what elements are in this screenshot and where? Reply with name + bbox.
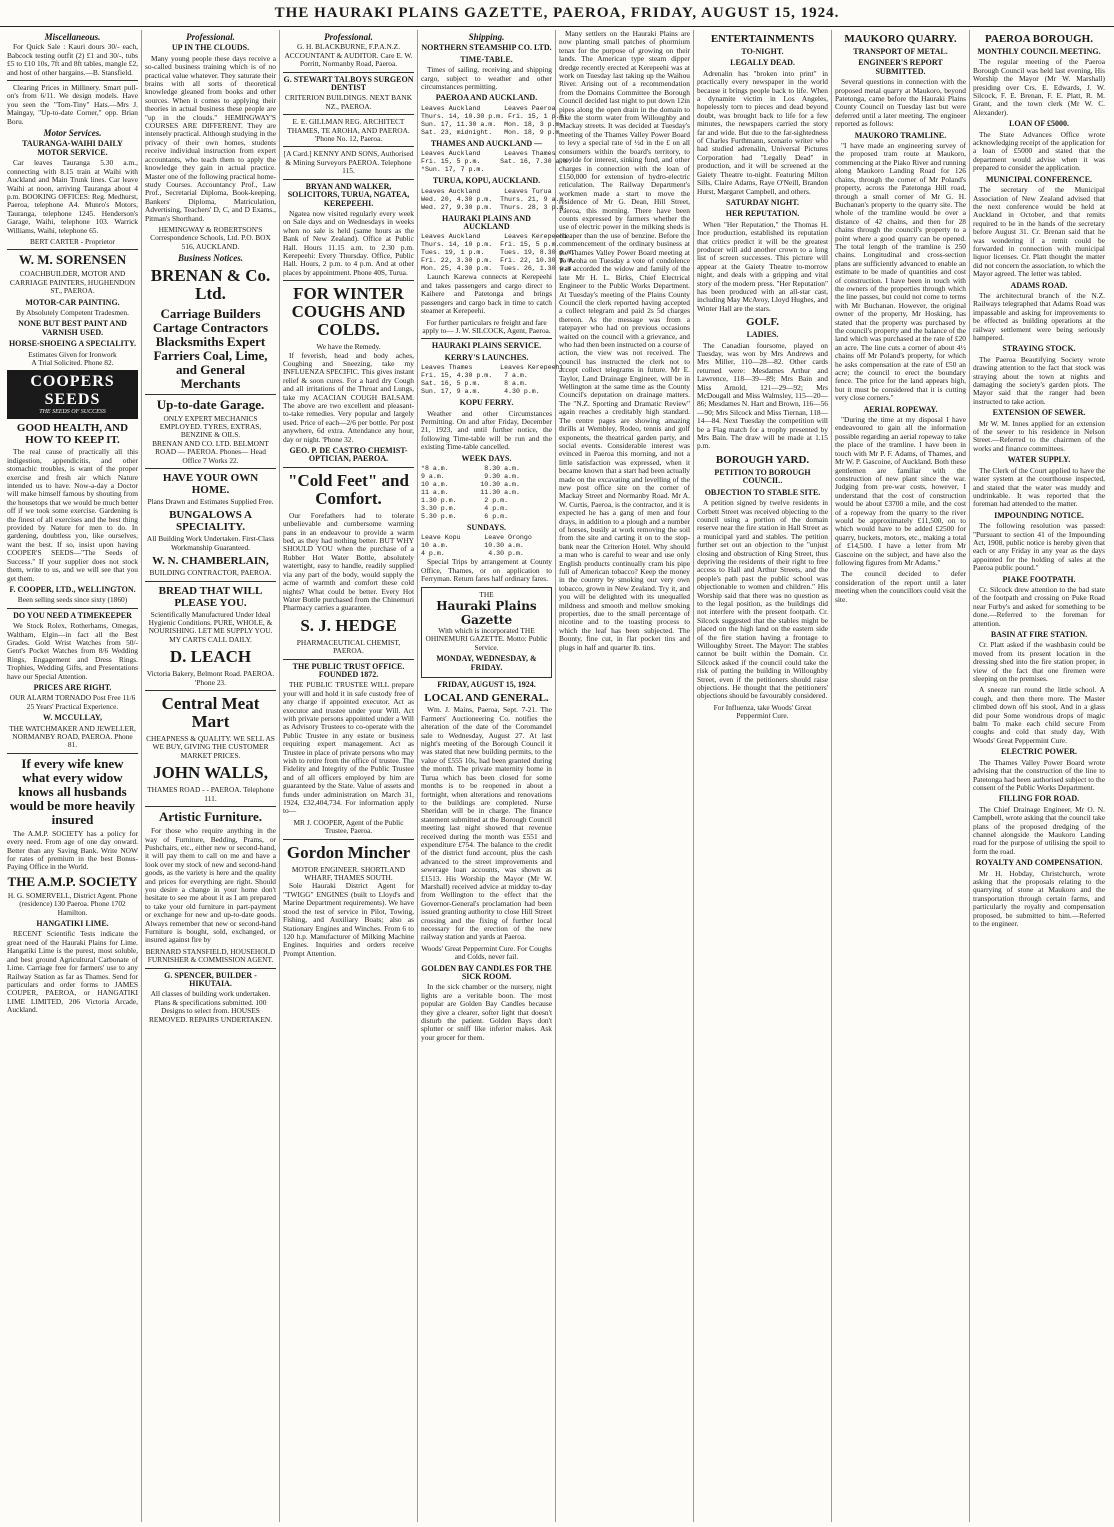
loan-body: The State Advances Office wrote acknowledging receipt of the application for a loan of £5000 and stated that the department would advise when it was prepared to consider the application. [973,129,1105,173]
ad-heading: PRICES ARE RIGHT. [33,682,112,692]
ad-line: All Building Work Undertaken. First-Class Workmanship Guaranteed. [146,534,275,552]
route-heading: THAMES AND AUCKLAND — [430,138,543,148]
ad-heading: TAURANGA-WAIHI DAILY MOTOR SERVICE. [22,139,123,157]
ad-line: Victoria Bakery, Belmont Road. PAEROA. 'Phone 23. [146,669,275,687]
ad-heading: MUNICIPAL CONFERENCE. [985,174,1093,184]
gazette-date: FRIDAY, AUGUST 15, 1924. [437,680,536,690]
divider [283,467,414,468]
ad-heading: LADIES. [746,330,779,340]
section-heading: ENTERTAINMENTS [710,33,815,45]
divider [283,280,414,281]
ad-heading: TO-NIGHT. [741,47,784,56]
aerial-body: "During the time at my disposal I have endeavoured to gain all the information possible regarding an aerial ropeway to take the place of the tramline. I have been in touch with Mr P. F. Adams, of Thames, and Mr W. P. Gascoine, of Auckland. Both these gentlemen are familiar with the construction of new plant since the war. Judging from pre-war costs, however, I understand that the cost of construction would be about £3700 a mile, and the cost of a ropeway from the quarry to the river would be approximately £11,500, on to which would have to be added £2500 for quarry, buckets, motors, etc., making a total of £14,500. I have a letter from Mr Gascoine on the subject, and have also the following figures from Mr Adams." [835,415,966,567]
health-body: The real cause of practically all this indigestion, appendicitis, and other stomachic troubles, is want of the proper exercise and fresh air which Nature intended us to have. Now-a-day a Doctor will make himself famous by shouting from the housetops that we would be much better off if we took some exercise. Gardening is the finest of all exercises and the best thing provided by Nature for men to do. In gardening, doubtless you, like ourselves, want the best. If so, insist upon having COOPER'S SEEDS—"The Seeds of Success." If your supplier does not stock them, write to us, and we will see that you get them. [7,447,138,583]
ad-line: THE WATCHMAKER AND JEWELLER, NORMANBY ROAD, PAEROA. Phone 81. [9,723,136,750]
column-4 [418,30,576,1522]
walls-heading: JOHN WALLS, [153,763,268,783]
section-heading: GOLF. [746,316,779,329]
ad-heading: HER REPUTATION. [725,209,800,219]
artistic-heading: Artistic Furniture. [158,809,263,825]
ad-heading: NONE BUT BEST PAINT AND VARNISH USED. [18,319,127,337]
local-body: Wm. J. Mains, Paeroa, Sept. 7-21. The Farmers' Auctioneering Co. notifies the alteration of the date of the Coromandel sale to Wednesday, August 27. At last night's meeting of the Borough Council it was stated that new building permits, to the value of £555 10s, had been granted during the month. The private maternity home in Turua which has been closed for some months is to be reopened in about a fortnight, when alterations and renovations to the buildings are completed. Nurse Sheridan will be in charge. The finance statement submitted at the Borough Council meeting last night showed that revenue received during the month was £551 and expenditure £754. The balance to the credit of the district fund account, plus the cash advanced to the street improvements and sewerage loan accounts, was shown as £1513. His Worship the Mayor (Mr W. Marshall) received advice at midday to-day from Wellington to the effect that the Governor-General's proclamation had been issued granting authority to close Hill Street crossing and the fixing of further local necessary for the erection of the new railway station and yards at Paeroa. [421,705,552,942]
clouds-body: Many young people these days receive a so-called business training which is of no practical value whatever. They saturate their brains with all sorts of theoretical knowledge gleaned from books and other sources. When it comes to applying their theories in actual business these people are "up in the clouds." HEMINGWAY'S COURSES ARE DIFFERENT. They are intensely practical. Although studying in the privacy of their own homes, students receive individual instruction from expert accountants, who teach them to apply the knowledge they gain in actual practice. Master one of the following practical home-study Courses. Accountancy Prof., Law Prof., Secretarial Diploma, Book-keeping, Bankers' Diploma, Matriculation, Advertising, Teachers' D, C, and D Exams., Pitman's Shorthand. [145,53,276,223]
sorensen-heading: W. M. SORENSEN [18,252,127,268]
gazette-title: Hauraki Plains Gazette [436,599,537,627]
sewer-body: Mr W. M. Innes applied for an extension of the sewer to his residence in Nelson Street.—Referred to the chairmen of the works and finance committees. [973,418,1105,453]
divider [145,581,276,582]
ad-heading: LOAN OF £5000. [1009,119,1069,129]
ad-line: For Influenza, take Woods' Great Peppermint Cure. [713,702,812,721]
tramline-body: "I have made an engineering survey of the proposed tram route at Maukoro, commencing at the Piako River and running along Maukoro Landing Road for 126 chains, through the corner of Mr Poland's property, across the Patetonga Hill road, through a small corner of Mr G. H. Buchanan's property to the quarry site. The whole of the tramline would be over a distance of 42 chains, and then for 28 chains through the council's property to a point where a good quarry can be opened. The total length of the tramline is 250 chains. Longitudinal and cross-section plans are sufficiently advanced to enable an estimate to be made of quantities and cost of construction. I have been in touch with the owners of the properties through which the line passes, but could not come to terms with Mr Buchanan. However, the original owner of the property, Mr Hosking, has stated that the property was purchased by the council's property and the balance of the land which was purchased at the rate of £20 an acre. The line cuts a corner of about 4½ chains off Mr Poland's property, for which he asks compensation at the rate of £50 an acre; the council to erect the boundary fence. The price for the land appears high, but it must be considered that it is cutting very close corners." [835,141,966,403]
artistic-body: For those who require anything in the way of Furniture, Bedding, Prams, or Pushchairs, etc., either new or second-hand, it will pay them to call on me and have a look over my stock of new and second-hand goods, as the variety is here and the quality and prices for everything are right. Should you desire a change in your home don't hesitate to see me about it as I am prepared to take your old furniture in part-payment or exchange for new and up-to-date goods. Always remember that new or second-hand Furniture is bought, sold, exchanged, or insured against fire by [145,826,276,945]
ad-heading: KERRY'S LAUNCHES. [444,352,529,362]
ad-heading: G. SPENCER, BUILDER - HIKUTAIA. [164,970,257,988]
ad-heading: HAVE YOUR OWN HOME. [162,472,259,496]
divider [7,753,138,754]
candles-body: In the sick chamber or the nursery, night lights are a veritable boon. The most popular are Golden Bay Candles because they give a clearer, softer light that doesn't disturb the patient. Golden Bays don't splutter or sniff like inferior makes. Ask your grocer for them. [421,982,552,1042]
impounding-body: The following resolution was passed: "Pursuant to section 41 of the Impounding Act, 1908, public notice is hereby given that each or any Friday in any year as the days appointed for the holding of sales at the Paeroa public pound." [973,521,1105,573]
council-body: The council decided to defer consideration of the report until a later meeting when the councillors could visit the site. [835,569,966,604]
ad-line: Woods' Great Peppermint Cure. For Coughs and Colds, never fail. [421,943,552,962]
ad-heading: BASIN AT FIRE STATION. [990,630,1088,639]
divider [421,338,552,339]
ad-heading: AERIAL ROPEWAY. [863,404,938,414]
legally-body: Adrenalin has "broken into print" in practically every newspaper in the world because it brings people back to life. When a dynamite victim in Los Angeles, hopelessly torn to pieces and dead beyond doubt, was brought back to life for a few minutes, the newspapers carried the story far and wide. But due to the far-sightedness of Charles Furthmann, scenario writer who had studied adrenalin, Universal Pictures Corporation had "Legally Dead" in production, and it will be screened at the Gaiety Theatre to-night. Featuring Milton Sills, Claire Adams, Raye O'Neill, Brandon Hurst, Margaret Campbell, and others. [697,68,828,196]
report-body: Several questions in connection with the proposed metal quarry at Maukoro, beyond Patetonga, came before the Hauraki Plains County Council on Tuesday last but were deferred until a later meeting. The engineer reported as follows: [835,77,966,129]
coopers-title: COOPERS SEEDS [30,373,115,409]
filling-body: The Chief Drainage Engineer, Mr O. N. Campbell, wrote asking that the council take plans of the proposed dredging of the channel alongside the Maukoro Landing road for the purpose of utilising the spoil to form the road. [973,804,1105,856]
section-heading: Shipping. [468,32,505,42]
section-heading: BOROUGH YARD. [715,453,810,466]
tauranga-ad: Car leaves Tauranga 5.30 a.m., connecting with 8.15 train at Waihi with Auckland and Main Trunk lines. Car leave Waihi at noon, arriving Tauranga about 4 p.m. BOOKING OFFICES: Reg. Medhurst, Paeroa, telephone A4. Munro's Motors, Tauranga, telephone 1245. Henderson's Garage, Waihi, telephone 103. Warrick Williams, Waihi, telephone 65. [7,158,138,235]
ad-line: BERNARD STANSFIELD, HOUSEHOLD FURNISHER & COMMISSION AGENT. [145,946,276,965]
special-trips: Special Trips by arrangement at County Office, Thames, or on application to Ferryman. Return fares half ordinary fares. [421,557,552,584]
kauri-ad: For Quick Sale : Kauri dours 30/- each, Babcock testing outfit (2) £1 and 30/-, tubs £5 to £10 10s, 7ft and 8ft tables, mangle £2, and host of other bargains.—B. Stansfield. [7,42,138,77]
section-heading: Professional. [324,32,373,42]
bryan-body: Ngatea now visited regularly every week on Sale days and on Wednesdays in weeks when no sale is held (same hours as the Bank of New Zealand). Office at Public Hall. Hours 11.15 a.m. to 2.30 p.m. Kerepeehi: Every Thursday. Office, Public Hall. Hours, 2 p.m. to 4 p.m. And at other places by appointment. Phone 40S, Turua. [283,208,414,277]
ad-line: Plans Drawn and Estimates Supplied Free. [147,497,274,506]
divider [145,468,276,469]
power-body: The Thames Valley Power Board wrote advising that the construction of the line to Patetonga had been authorised subject to the consent of the Public Works Department. [973,757,1105,792]
petition-body: A petition signed by twelve residents in Corbett Street was received objecting to the council using a portion of the domain reserve near the fire station in Hall Street as a municipal yard and stables. The petition further set out an objection to the "unjust closing and obstruction of King Street, thus depriving the residents of their right to free access to Hall and Arthur Streets, and the people's path past the public school was objectionable to women and children." His Worship said that there was no question as to the legal position, as the buildings did not interfere with the present footpath. Cr. Silcock suggested that the stables might be placed on the high land on the eastern side of the fire station having a frontage to Willoughby Street. The Mayor: The stables cannot be built within the Domain. Cr. Silcock asked if the council could take the risk of putting the building in Willoughby Street, even if the petitioners should raise objections. He thought that the petitioners' objections should be favourably considered. [697,498,828,701]
divider [283,839,414,840]
wife-heading: If every wife knew what every widow knows all husbands would be more heavily insured [9,755,136,827]
ferry-body: Weather and other Circumstances Permitting. On and after Friday, December 21, 1923, and until further notice, the following Time-table will be run and the existing Time-table cancelled. [421,408,552,452]
ad-heading: ELECTRIC POWER. [1000,747,1077,757]
garage-heading: Up-to-date Garage. [156,396,265,412]
winter-body: If feverish, head and body aches, Coughing and Sneezing, take my INFLUENZA SPECIFIC. This gives instant relief & soon cures. For a hard dry Cough and all irritations of the Throat and Lungs, take my ACACIAN COUGH BALSAM. The above are two excellent and pleasant-to-take remedies. Very popular and largely used. Price of each—2/6 per bottle. Per post anywhere, 6d extra. Attendance any hour, day or night. 'Phone 32. [283,350,414,444]
ad-heading: WEEK DAYS. [461,453,512,463]
ad-heading: TRANSPORT OF METAL. [853,47,948,56]
ad-line: OUR ALARM TORNADO Post Free 11/6 [9,693,136,703]
proprietor: BERT CARTER - Proprietor [30,236,115,246]
ad-heading: G. STEWART TALBOYS SURGEON DENTIST [283,74,414,93]
column-3 [280,30,418,1522]
ad-line: BRENAN AND CO. LTD. BELMONT ROAD — PAEROA. Phones— Head Office 7 Works 22. [152,438,269,465]
columns [4,30,1110,1522]
ad-line: MR J. COOPER, Agent of the Public Trustee, Paeroa. [293,817,404,836]
adams-body: The architectural branch of the N.Z. Railways telegraphed that Adams Road was impassable and asking for improvements to be effected as building operations at the railway settlement were being seriously hampered. [973,290,1105,342]
straying-body: The Paeroa Beautifying Society wrote drawing attention to the fact that stock was straying about the town at nights and damaging the society's garden plots. The Mayor said that the ranger had been instructed to take action. [973,354,1105,406]
ad-heading: SATURDAY NIGHT. [726,197,799,207]
route-heading: TURUA, KOPU, AUCKLAND. [432,176,541,186]
ad-heading: KOPU FERRY. [459,398,514,408]
ad-line: MOTOR ENGINEER. SHORTLAND WHARF, THAMES SOUTH. [291,864,406,883]
route-heading: PAEROA AND AUCKLAND. [435,93,538,103]
section-heading: Business Notices. [177,253,243,264]
ad-heading: MAUKORO TRAMLINE. [854,130,947,140]
mincher-heading: Gordon Mincher [286,842,411,862]
coopers-seeds-logo [7,370,138,419]
ad-line: CHEAPNESS & QUALITY. WE SELL AS WE BUY, GIVING THE CUSTOMER MARKET PRICES. [146,734,275,760]
ad-line: [A Card.] KENNY AND SONS, Authorised & Mining Surveyors PAEROA. Telephone 115. [283,149,414,176]
column-7 [832,30,970,1522]
ad-line: H. G. SOMERVELL, District Agent. Phone (residence) 130 Paeroa. Phone 1702 Hamilton. [7,890,138,917]
ad-heading: UP IN THE CLOUDS. [171,43,250,53]
ad-heading: PETITION TO BOROUGH COUNCIL. [714,467,811,486]
ad-line: Scientifically Manufactured Under Ideal Hygienic Conditions. PURE, WHOLE, & NOURISHING. LET ME SUPPLY YOU. MY CARTS CALL DAILY. [148,609,273,644]
ad-heading: SUNDAYS. [466,522,507,532]
divider [283,114,414,115]
ad-heading: EXTENSION OF SEWER. [992,408,1086,418]
ad-heading: MONTHLY COUNCIL MEETING. [977,47,1101,56]
local-heading: LOCAL AND GENERAL. [424,692,549,705]
launch-note: Launch Karewa connects at Kerepeehi and takes passengers and cargo direct to Kaihere and Patetonga and brings passengers and cargo back in time to catch steamer at Kerepeehi. [421,272,552,316]
royalty-body: Mr H. Hobday, Christchurch, wrote asking that the proposals relating to the quarrying of stone at Maukoro and the transportation through certain farms, and particularly the royalty and compensation proposed, be submitted to him.—Referred to the engineer. [973,868,1105,928]
ad-line: BUILDING CONTRACTOR, PAEROA. [149,568,272,578]
divider [7,608,138,609]
ad-heading: IMPOUNDING NOTICE. [994,510,1084,520]
section-heading: MAUKORO QUARRY. [844,33,957,45]
ad-heading: HANGATIKI LIME. [36,919,109,929]
ad-heading: HORSE-SHOEING A SPECIALITY. [8,339,137,349]
column-1 [4,30,142,1522]
monthly-body: The regular meeting of the Paeroa Borough Council was held last evening, His Worship the Mayor (Mr W. Marshall) presiding over Crs. E. Edwards, J. W. Silcock, F. E. Brenan, F. E. Platt, R. M. Grant, and the town clerk (Mr W. C. Alexander). [973,57,1105,117]
ad-line: G. H. BLACKBURNE, F.P.A.N.Z. ACCOUNTANT & AUDITOR. Care E. W. Porritt, Normanby Road, Paeroa. [284,42,413,69]
municipal-body: The secretary of the Municipal Association of New Zealand advised that the next conference would be held at Auckland in October, and that remits required to be in the hands of the secretary before August 31. Cr. Brenan said that he was wondering if a remit could be forwarded in connection with municipal liquor licenses. Cr. Platt thought the matter did not concern the association, to which the Mayor agreed. The letter was tabled. [973,185,1105,279]
column-6 [694,30,832,1522]
masthead: THE HAURAKI PLAINS GAZETTE, PAEROA, FRIDAY, AUGUST 15, 1924. [0,0,1114,27]
trustee-body: THE PUBLIC TRUSTEE WILL prepare your will and hold it in safe custody free of any charge if appointed executor. Act as executor and trustee under your Will. Act with private persons appointed under a Will as Advisory Trustees to co-operate with the Public Trustee in any estate or business requiring expert management. Act as Trustee in place of private persons who may wish to retire from the office of trustee. The Fidelity and Integrity of the Public Trustee and of all officers employed by him are guaranteed by the State. Value of assets and funds under administration on March 31, 1924, £32,404,734. For information apply to— [283,680,414,816]
section-heading: Motor Services. [43,128,102,139]
ad-line: 25 Years' Practical Experience. [26,701,119,711]
gazette-with: With which is incorporated THE OHINEMURI GAZETTE. Motto: Public Service. [425,626,548,652]
ad-heading: THE PUBLIC TRUST OFFICE. FOUNDED 1872. [292,661,405,679]
winter-heading: FOR WINTER COUGHS AND COLDS. [291,284,406,340]
sorensen-sub: COACHBUILDER, MOTOR AND CARRIAGE PAINTERS, HUGHENDON ST., PAEROA. [9,269,136,296]
ad-line: A Trial Solicited. Phone 82. [31,358,114,367]
ad-line: Been selling seeds since sixty (1860) [17,595,128,605]
health-heading: GOOD HEALTH, AND HOW TO KEEP IT. [16,422,129,447]
schedule-table: Leaves Auckland Leaves Paeroa Thurs. 14, 10.30 p.m. Fri. 15, 1 p.m. Sun. 17, 11.30 a.m. Mon. 18, 3 p.m. Sat. 23, midnight. Mon. 18, 9 p.m. [421,104,568,136]
ad-heading: ENGINEER'S REPORT SUBMITTED. [858,58,943,76]
golf-body: The Canadian foursome, played on Tuesday, was won by Mrs Andrews and Mrs Miller, 110—28—82. Other cards returned were: Mesdames Arthur and Lawrence, 118—39—89; Mrs Bain and Miss Arnold, 121—29—92; Mrs McDougall and Miss Walmsley, 115—20—86; Mesdames N. Hart and Brown, 116—56—90; Mrs Silcock and Miss Tiernan, 118—14—84. Next Tuesday the competition will be a Flag match for a trophy presented by Mrs Bain. The draw will be made at 1.15 p.m. [697,340,828,451]
ad-heading: FILLING FOR ROAD. [998,794,1080,804]
schedule-table: Leaves Auckland Leaves Turua Wed. 20, 4.30 p.m. Thurs. 21, 9 a.m. Wed. 27, 9.30 p.m. Thurs. 28, 3 p.m. [421,187,568,211]
leach-heading: D. LEACH [169,647,252,667]
ad-heading: TIME-TABLE. [460,54,513,64]
ad-heading: W. MCCULLAY, [43,713,102,723]
divider [283,72,414,73]
lime-body: RECENT Scientific Tests indicate the great need of the Hauraki Plains for Lime. Hangatiki Lime is the purest, most soluble, and best ground Agricultural Carbonate of Lime. Carriage free for farmers' use to any Railway Station as far as Thames. Send for particulars and order forms to JAMES COUPER, PAEROA, or HANGATIKI LIME LIMITED, 206 Victoria Arcade, Auckland. [7,929,138,1015]
reputation-body: When "Her Reputation," the Thomas H. Ince production, established its reputation that critics predict it will be the greatest producer will add another crown to a long list of screen successes. This picture will appear at the Gaiety Theatre to-morrow night, and deals with a gripping and vital story of the modern press. "Her Reputation" has been produced with an all-star cast, including May McAvoy, Lloyd Hughes, and Winter Hall are the stars. [697,219,828,313]
meat-heading: Central Meat Mart [161,694,260,732]
ad-line: Estimates Given for Ironwork [28,349,117,359]
divider [283,659,414,660]
coopers-tagline: THE SEEDS OF SUCCESS [39,409,106,416]
ad-line: All classes of building work undertaken. Plans & specifications submitted. 100 Designs to select from. HOUSES REMOVED. REPAIRS UNDERTAKEN. [148,989,273,1024]
ad-heading: BUNGALOWS A SPECIALITY. [169,509,252,534]
ad-heading: GEO. P. DE CASTRO CHEMIST-OPTICIAN, PAEROA. [289,446,408,464]
schedule-table: Leaves Auckland Leaves Kerepeehi Thurs. 14, 10 p.m. Fri. 15, 5 p.m. Tues. 19, 1 p.m. Tues. 19, 8.30 p.m. Fri. 22, 3.30 p.m. Fri. 22, 10.30 p.m. Mon. 25, 4.30 p.m. Tues. 26, 1.30 p.m. [421,233,576,273]
schedule-table: Leave Kopu Leave Orongo 10 a.m. 10.30 a.m. 4 p.m. 4.30 p.m. [421,534,532,558]
ad-line: PHARMACEUTICAL CHEMIST, PAEROA. [296,637,401,656]
brenan-services: Carriage Builders Cartage Contractors Blacksmiths Expert Farriers Coal, Lime, and General Merchants [152,305,269,391]
news-body: Many settlers on the Hauraki Plains are now planting small patches of phormium tenax for the purpose of growing on their lands. The American type steam dipper dredge recently erected at Kerepeehi was at work on Tuesday last taking up the Waihou River. Arising out of a recommendation from the Domains Committee the Borough Council decided last night to put down 12in pipes along the open drain in the domain to take the storm water from Willoughby and Mackay streets. It was decided at Tuesday's meeting of the Thames Valley Power Board to levy a special rate of ½d in the £ on all consumers within the board's territory, to provide for interest, sinking fund, and other charges in connection with the loan of £150,000 for extension of hydro-electric reticulation. The Railway Department's workmen made a start to move the residence of Mr G. Dean, Hill Street, Paeroa, this morning. There have been counts expressed by farmers whether the use of electric power in the milking sheds is cheaper than the use of benzine. Before the commencement of the ordinary business at the Thames Valley Power Board meeting at Te Aroha on Tuesday a vote of condolence was accorded the widow and family of the late Mr H. L. Birks, Chief Electrical Engineer to the Public Works Department. At Tuesday's meeting of the Plains County Council the clerk reported having accepted a collect telegram and paid 2s 5d charges thereon. As the message was from a ratepayer who had on previous occasions waited on the council with a grievance, and who had then been instructed on a course of action, the view was not received. The council has instructed the clerk not to accept collect telegrams in future. Mr E. Taylor, Land Drainage Engineer, will be in Wellington at the same time as the County Council's deputation on drainage matters. The "N.Z. Sporting and Dramatic Review" again reaches a creditably high standard. The centre pages are showing amazing thrills at Wembley, Rodeo, tennis and golf exponents, the theatrical garden party, and social events. Considerable interest was evinced in Paeroa this morning, and not a little satisfaction was expressed, when it became known that a start had been actually made on the excavating and levelling of the new post office site on the corner of Mackay Street and Normanby Road. Mr A. W. Curtis, Paeroa, is the contractor, and it is expected he has a gang of men and four drays, in addition to a plough and a number of horses, busily at work removing the soil from the site and carting it on to the stop-bank near the Criterion Hotel. Why should a man who is careful to wear and use only English products continually cram his pipe full of American tobacco? Keep the money in the country by smoking our very own tobacco, grown in New Zealand. Try it, and you will be delighted with its unequalled mildness and smooth and mellow smoking properties, due to the small percentage of nicotine and to the toasting process to which the leaf has been subjected. The Bounty, fine cut, in flat pocket tins and plugs in half and quarter lb. tins. [559,29,690,652]
mincher-body: Sole Hauraki District Agent for "TWIGG" ENGINES (built to Lloyd's and Marine Department requirements). We have stood the test of service in Pilot, Towing, Fishing, and Auxiliary Boats; also as Stationary Engines and Winches. From 6 to 120 h.p. Manufacturer of Milking Machine Engines. Inquiries and orders receive Prompt Attention. [283,881,414,958]
rhyme: A sneeze ran round the little school. A cough, and then there more. The Master climbed down off his stool, And in a glass did pour Some wondrous drops of magic balm To make each child secure From coughs and cold that study day, With Woods' Great Peppermint Cure. [973,685,1105,745]
amp-heading: THE A.M.P. SOCIETY [7,873,138,889]
section-heading: Professional. [186,32,235,42]
ad-heading: PIAKE FOOTPATH. [1002,574,1076,584]
ad-heading: HAURAKI PLAINS SERVICE. [431,341,542,351]
timekeeper-body: We Stock Rolex, Rotherhams, Omegas, Waltham, Elgin—in fact all the Best Grades. Gold Wrist Watches from 50/- Gent's Pocket Watches from 8/6 Wedding Rings, Engagement and Dress Rings. Trophies, Wedding Gifts, and Presentations have our Special Attention. [7,621,138,681]
brenan-heading: BRENAN & Co. Ltd. [150,265,271,303]
water-body: The Clerk of the Court applied to have the water system at the courthouse inspected, and stated that the water was muddy and undrinkable. It was reported that the foreman had attended to the matter. [973,465,1105,509]
section-heading: PAEROA BOROUGH. [985,33,1093,45]
basin-body: Cr. Platt asked if the washbasin could be moved from its present location in the dressing shed into the fire station proper, in view of the fact that one firemen were sleeping on the premises. [973,640,1105,684]
ad-heading: LEGALLY DEAD. [730,58,795,68]
route-heading: HAURAKI PLAINS AND AUCKLAND [442,213,531,232]
ad-line: E. E. GILLMAN REG. ARCHITECT THAMES, TE AROHA, AND PAEROA. 'Phone No. 12, Paeroa. [287,117,410,144]
ad-heading: STRAYING STOCK. [1002,344,1076,354]
ad-heading: MOTOR-CAR PAINTING. [25,297,120,307]
ad-heading: OBJECTION TO STABLE SITE. [704,487,821,497]
ad-heading: GOLDEN BAY CANDLES FOR THE SICK ROOM. [421,963,552,982]
column-8 [970,30,1108,1522]
ad-line: We have the Remedy. [316,342,381,352]
ad-heading: ROYALTY AND COMPENSATION. [975,858,1103,868]
ad-line: By Absolutely Competent Tradesmen. [16,307,129,317]
cold-feet-heading: "Cold Feet" and Comfort. [288,470,409,508]
divider [7,249,138,250]
divider [283,146,414,147]
millinery-ad: Clearing Prices in Millinery. Smart pull-on's from 6/11. We design models. Have you seen the "Tom-Tiny" Hats.—Mrs J. Maingay, "Up-to-date Corner," opp. Brian Boru. [7,83,138,126]
schedule-table: Leaves Auckland Leaves Thames Fri. 15, 5 p.m. Sat. 16, 7.30 a.m. *Sun. 17, 7 p.m. [421,150,572,174]
timetable-note: Times of sailing, receiving and shipping cargo, subject to weather and other circumstances permitting. [421,65,552,92]
divider [145,690,276,691]
section-heading: Miscellaneous. [44,32,101,42]
ad-line: ONLY EXPERT MECHANICS EMPLOYED. TYRES, EXTRAS, BENZINE & OILS. [159,413,262,440]
gazette-the: THE [479,589,494,599]
footpath-body: Cr. Silcock drew attention to the bad state of the footpath and crossing on Puke Road near Furby's and asked for something to be done.—Referred to the foreman for attention. [973,584,1105,628]
column-2 [142,30,280,1522]
column-5 [556,30,694,1522]
ad-heading: ADAMS ROAD. [1010,280,1068,290]
ad-line: THAMES ROAD - - PAEROA. Telephone 111. [147,785,274,803]
ad-line: CRITERION BUILDINGS. NEXT BANK NZ., PAEROA. [284,93,413,111]
divider [145,806,276,807]
schedule-table: Leaves Thames Leaves Kerepeehi Fri. 15, 4.30 p.m. 7 a.m. Sat. 16, 5 p.m. 8 a.m. Sun. 17, 9 a.m. 4.30 p.m. [421,364,564,396]
ad-line: HEMINGWAY & ROBERTSON'S Correspondence Schools, Ltd. P.O. BOX 516, AUCKLAND. [150,224,271,251]
ad-heading: F. COOPER, LTD., WELLINGTON. [9,584,136,594]
ad-heading: DO YOU NEED A TIMEKEEPER [13,610,132,620]
gazette-days: MONDAY, WEDNESDAY, & FRIDAY. [436,654,537,672]
schedule-table: *8 a.m. 8.30 a.m. 9 a.m. 9.30 a.m. 10 a.m. 10.30 a.m. 11 a.m. 11.30 a.m. 1.30 p.m. 2 p.m. 3.30 p.m. 4 p.m. 5.30 p.m. 6 p.m. [421,464,520,520]
divider [283,179,414,180]
ad-heading: BREAD THAT WILL PLEASE YOU. [158,584,263,609]
ad-line: For further particulars re freight and fare apply to— J. W. SILCOCK, Agent, Paeroa. [422,317,551,335]
divider [145,394,276,395]
divider [7,80,138,81]
ad-heading: WATER SUPPLY. [1007,455,1071,465]
divider [145,968,276,969]
ad-heading: NORTHERN STEAMSHIP CO. LTD. [421,43,552,53]
ad-heading: W. N. CHAMBERLAIN, [152,555,269,568]
gazette-nameplate [421,587,552,678]
hedge-heading: S. J. HEDGE [300,615,397,635]
ad-heading: BRYAN AND WALKER, SOLICITORS, TURUA, NGATEA, KEREPEEHI. [287,181,410,208]
amp-body: The A.M.P. SOCIETY has a policy for every need. From age of one day onward. Better than any Saving Bank. Write NOW for rates of premium in the best Bonus-Paying Office in the World. [7,828,138,872]
cold-feet-body: Our Forefathers had to tolerate unbelievable and cumbersome warming pans in an endeavour to provide a warm bed, as they had nothing better. BUT WHY SHOULD YOU when the purchase of a Rubber Hot Water Bottle, absolutely watertight, easy to handle, readily supplied via any part of the body, would supply the acme of warmth and comfort these cold nights? What could be better. Every Hot Water Bottle purchased from the Chinemuri Pharmacy carries a guarantee. [283,510,414,613]
